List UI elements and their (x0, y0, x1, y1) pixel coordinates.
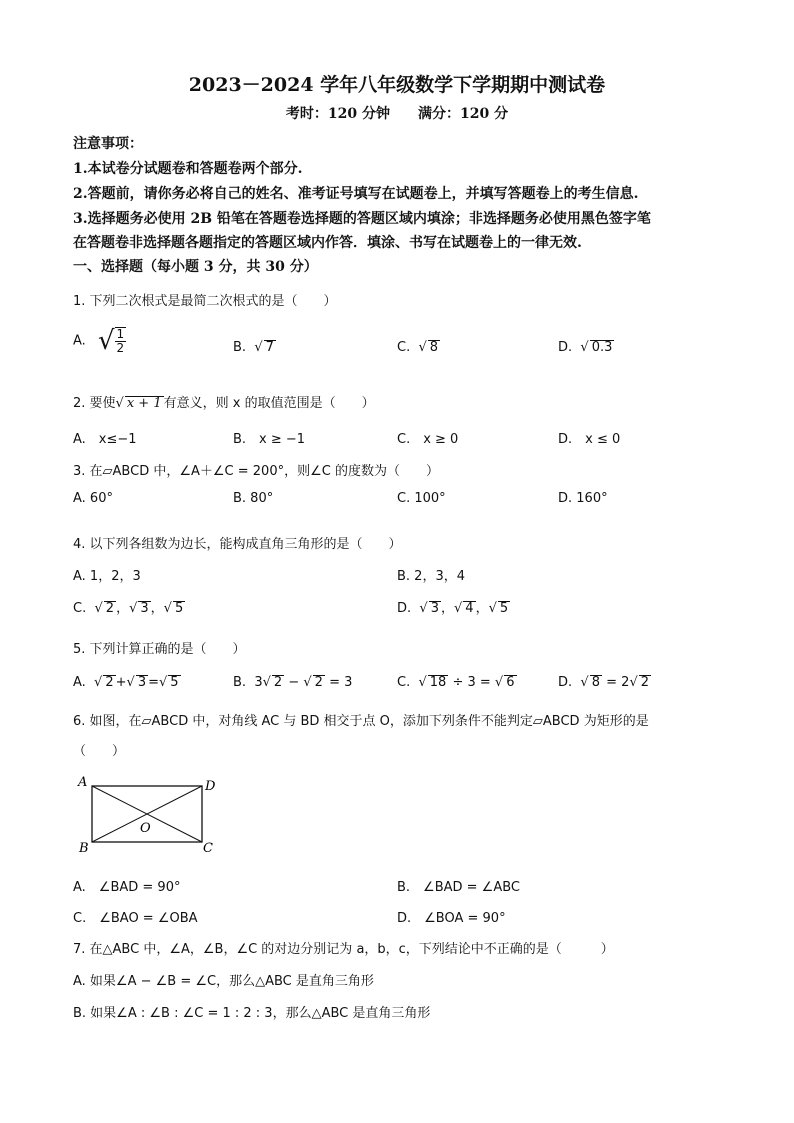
notice-item-3: 3.选择题务必使用 2B 铅笔在答题卷选择题的答题区域内填涂；非选择题务必使用黑色签字笔 (73, 211, 651, 227)
notice-item-2: 2.答题前，请你务必将自己的姓名、准考证号填写在试题卷上，并填写答题卷上的考生信息. (73, 186, 639, 202)
question-1-option-b: B. √ 7 (233, 340, 274, 355)
question-5-option-c: C. √ 18 ÷ 3 = √ 6 (397, 675, 515, 690)
question-4-option-b: B. 2，3，4 (397, 569, 465, 584)
label-C: C (203, 841, 213, 856)
question-4-option-a: A. 1，2，3 (73, 569, 141, 584)
radicand: 0.3 (591, 340, 613, 355)
question-1-option-d: D. √ 0.3 (558, 340, 613, 355)
question-6-stem: 6. 如图，在▱ABCD 中，对角线 AC 与 BD 相交于点 O，添加下列条件不能判定▱ABCD 为矩形的是 (73, 714, 649, 729)
question-7-option-a: A. 如果∠A − ∠B = ∠C，那么△ABC 是直角三角形 (73, 974, 374, 989)
label-B: B (79, 841, 89, 856)
label-O: O (140, 821, 151, 836)
question-6-option-b: B. ∠BAD = ∠ABC (397, 880, 520, 895)
question-1-option-c: C. √ 8 (397, 340, 439, 355)
question-1-option-a: A. √ $\frac{1}{2}$ (73, 326, 125, 356)
question-2-option-b: B. x ≥ −1 (233, 432, 306, 447)
question-2-stem: 2. 要使√ x + 1 有意义，则 x 的取值范围是（ ） (73, 396, 375, 411)
fraction-numerator: 1 (116, 326, 125, 341)
radicand: x + 1 (126, 396, 162, 411)
option-label: A. (73, 333, 86, 349)
question-6-option-c: C. ∠BAO = ∠OBA (73, 911, 198, 926)
question-5-stem: 5. 下列计算正确的是（ ） (73, 642, 246, 657)
notice-item-3-cont: 在答题卷非选择题各题指定的答题区域内作答．填涂、书写在试题卷上的一律无效. (73, 235, 582, 251)
question-6-option-a: A. ∠BAD = 90° (73, 880, 181, 895)
question-3-option-c: C. 100° (397, 491, 446, 506)
page-title: 2023－2024 学年八年级数学下学期期中测试卷 (188, 74, 606, 96)
question-7-option-b: B. 如果∠A : ∠B : ∠C = 1 : 2 : 3，那么△ABC 是直角三角形 (73, 1006, 431, 1021)
question-2-option-a: A. x≤−1 (73, 432, 137, 447)
question-6-paren: （ ） (73, 744, 126, 759)
question-3-option-a: A. 60° (73, 491, 113, 506)
fraction-denominator: 2 (116, 341, 125, 355)
radicand: 7 (265, 340, 274, 355)
rectangle-diagram (70, 772, 230, 858)
radicand: 8 (429, 340, 439, 355)
question-3-option-d: D. 160° (558, 491, 608, 506)
label-A: A (78, 775, 88, 790)
question-4-stem: 4. 以下列各组数为边长，能构成直角三角形的是（ ） (73, 537, 402, 552)
notice-item-1: 1.本试卷分试题卷和答题卷两个部分. (73, 161, 303, 177)
question-4-option-c: C. √ 2 ，√ 3 ，√ 5 (73, 601, 184, 616)
question-2-option-d: D. x ≤ 0 (558, 432, 621, 447)
question-6-option-d: D. ∠BOA = 90° (397, 911, 506, 926)
section-heading: 一、选择题（每小题 3 分，共 30 分） (73, 259, 318, 275)
question-3-option-b: B. 80° (233, 491, 274, 506)
question-5-option-b: B. 3√ 2 − √ 2 = 3 (233, 675, 353, 690)
question-7-stem: 7. 在△ABC 中，∠A，∠B，∠C 的对边分别记为 a，b，c，下列结论中不正确的是（ ） (73, 942, 614, 957)
question-4-option-d: D. √ 3 ，√ 4 ，√ 5 (397, 601, 509, 616)
label-D: D (205, 779, 216, 794)
question-1-stem: 1. 下列二次根式是最简二次根式的是（ ） (73, 294, 337, 309)
question-3-stem: 3. 在▱ABCD 中，∠A＋∠C = 200°，则∠C 的度数为（ ） (73, 464, 439, 479)
question-2-option-c: C. x ≥ 0 (397, 432, 459, 447)
question-5-option-a: A. √ 2 +√ 3 =√ 5 (73, 675, 179, 690)
exam-info: 考时：120 分钟 满分：120 分 (285, 106, 509, 122)
notice-heading: 注意事项： (73, 136, 143, 152)
question-5-option-d: D. √ 8 = 2√ 2 (558, 675, 650, 690)
